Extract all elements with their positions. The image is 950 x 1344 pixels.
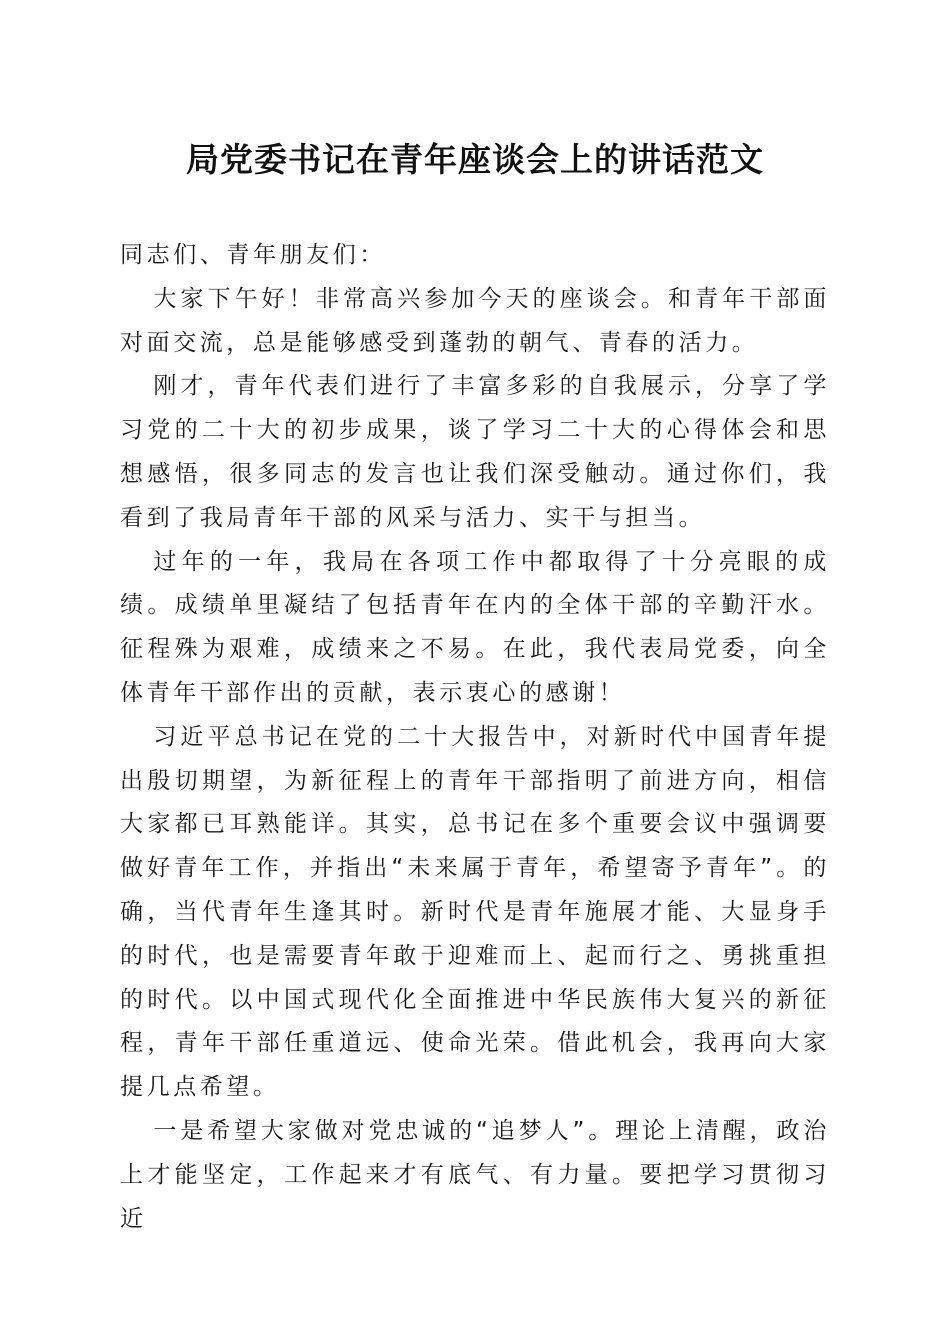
paragraph-party-congress: 习近平总书记在党的二十大报告中，对新时代中国青年提出殷切期望，为新征程上的青年干部指明了前进方向，相信大家都已耳熟能详。其实，总书记在多个重要会议中强调要做好青年工作，并指出“未来属于青年，希望寄予青年”。的确，当代青年生逢其时。新时代是青年施展才能、大显身手的时代，也是需要青年敢于迎难而上、起而行之、勇挑重担的时代。以中国式现代化全面推进中华民族伟大复兴的新征程，青年干部任重道远、使命光荣。借此机会，我再向大家提几点希望。 xyxy=(120,723,830,1101)
paragraph-youth-showcase: 刚才，青年代表们进行了丰富多彩的自我展示，分享了学习党的二十大的初步成果，谈了学习二十大的心得体会和思想感悟，很多同志的发言也让我们深受触动。通过你们，我看到了我局青年干部的风采与活力、实干与担当。 xyxy=(120,373,830,531)
paragraph-hope-one-lead: 一是希望大家做对党忠诚的“追梦人”。 xyxy=(153,1117,616,1144)
document-body xyxy=(120,234,830,1241)
paragraph-past-year: 过年的一年，我局在各项工作中都取得了十分亮眼的成绩。成绩单里凝结了包括青年在内的全体干部的辛勤汗水。征程殊为艰难，成绩来之不易。在此，我代表局党委，向全体青年干部作出的贡献，表示衷心的感谢！ xyxy=(120,548,830,706)
document-title: 局党委书记在青年座谈会上的讲话范文 xyxy=(186,140,764,179)
paragraph-greeting: 大家下午好！非常高兴参加今天的座谈会。和青年干部面对面交流，总是能够感受到蓬勃的朝气、青春的活力。 xyxy=(120,285,830,356)
paragraph-hope-one xyxy=(120,1110,830,1241)
paragraph-hope-one-text: 理论上清醒，政治上才能坚定，工作起来才有底气、有力量。要把学习贯彻习近 xyxy=(120,1117,830,1232)
salutation: 同志们、青年朋友们： xyxy=(120,242,386,268)
